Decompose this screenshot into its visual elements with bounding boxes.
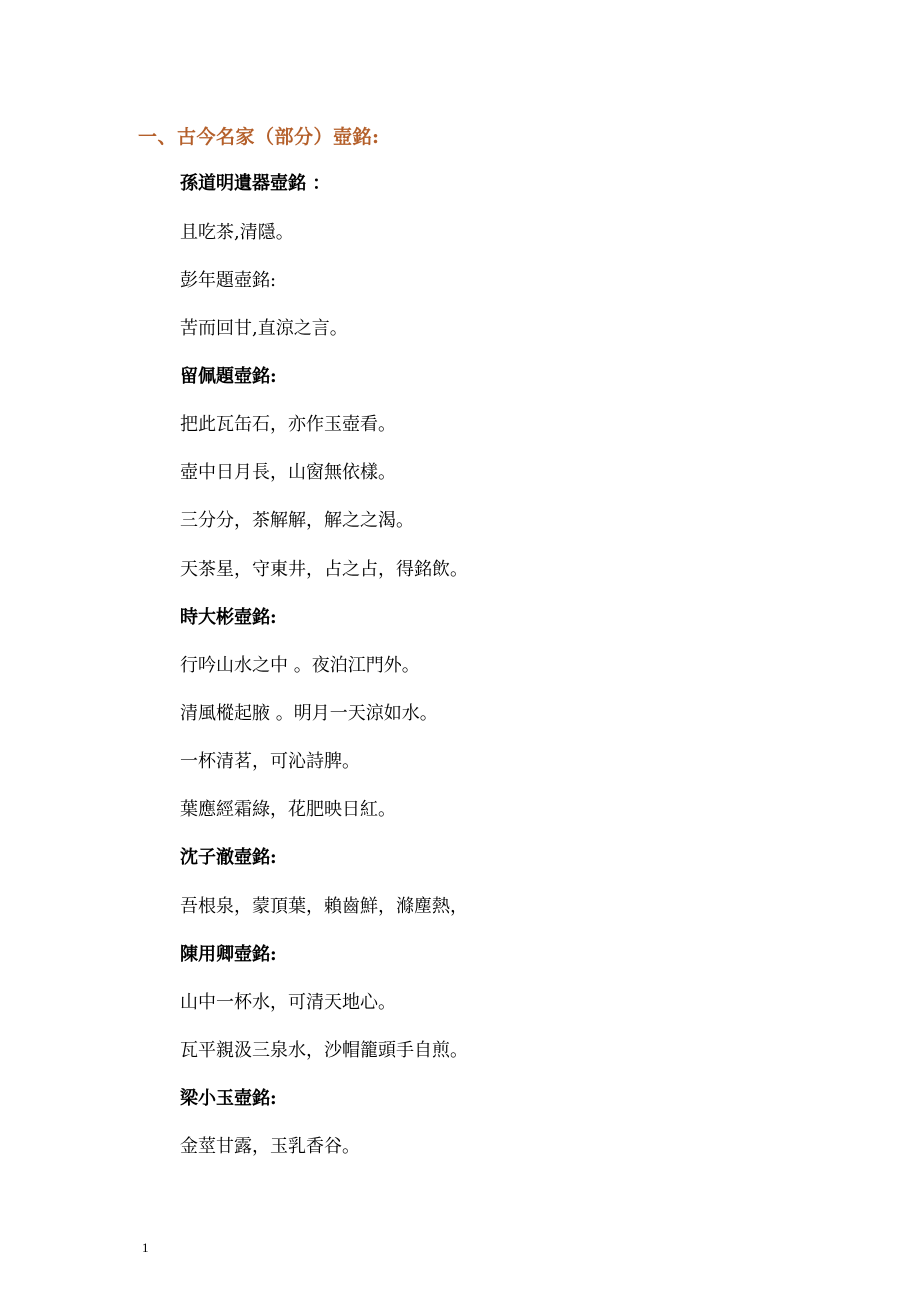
inscription-line: 金莖甘露，玉乳香谷。 [180,1136,360,1157]
inscription-line: 瓦平親汲三泉水，沙帽籠頭手自煎。 [180,1040,468,1061]
inscription-line: 且吃茶,清隱。 [180,222,294,243]
inscription-line: 行吟山水之中 。夜泊江門外。 [180,655,420,676]
inscription-line: 三分分，茶解解，解之之渴。 [180,510,414,531]
section-title: 一、古今名家（部分）壺銘: [138,126,380,148]
heading-liu-pei: 留佩題壺銘: [180,366,277,387]
heading-chen-yongqing: 陳用卿壺銘: [180,944,277,965]
heading-sun-daoming: 孫道明遺器壺銘 ： [180,173,331,194]
heading-liang-xiaoyu: 梁小玉壺銘: [180,1088,277,1109]
inscription-line: 吾根泉，蒙頂葉，賴齒鮮，滌塵熱， [180,896,468,917]
inscription-line: 葉應經霜綠，花肥映日紅。 [180,799,396,820]
inscription-line: 一杯清茗，可沁詩脾。 [180,751,360,772]
inscription-line: 清風樅起腋 。明月一天涼如水。 [180,703,438,724]
heading-shi-dabin: 時大彬壺銘: [180,607,277,628]
heading-shen-ziche: 沈子澈壺銘: [180,847,277,868]
page-number: 1 [142,1240,149,1255]
inscription-line: 苦而回甘,直涼之言。 [180,318,348,339]
heading-peng-nian: 彭年題壺銘: [180,270,277,291]
inscription-line: 把此瓦缶石，亦作玉壺看。 [180,414,396,435]
inscription-line: 山中一杯水，可清天地心。 [180,992,396,1013]
inscription-line: 天茶星，守東井，占之占，得銘飲。 [180,559,468,580]
inscription-line: 壺中日月長，山窗無依樣。 [180,462,396,483]
